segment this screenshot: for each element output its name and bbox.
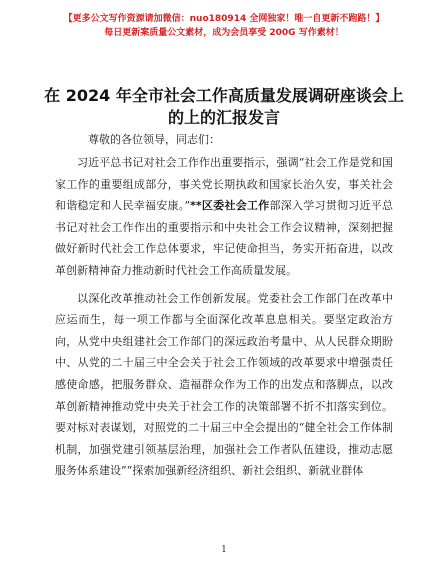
salutation: 尊敬的各位领导，同志们： bbox=[88, 133, 220, 146]
document-title: 在 2024 年全市社会工作高质量发展调研座谈会上的上的汇报发言 bbox=[44, 86, 404, 127]
paragraph-1-emphasis: **区委社会工作 bbox=[190, 199, 270, 213]
promo-banner-line-2: 每日更新案质量公文素材，成为会员享受 200G 写作素材！ bbox=[104, 28, 344, 38]
paragraph-1-text: 习近平总书记对社会工作作出重要指示，强调“社会工作是党和国家工作的重要组成部分，事关党长期执政和国家长治久安，事关社会和谐稳定和人民幸福安康。” bbox=[55, 156, 393, 213]
paragraph-2 bbox=[55, 288, 393, 482]
promo-banner bbox=[0, 12, 448, 40]
paragraph-2-text: 以深化改革推动社会工作创新发展。党委社会工作部门在改革中应运而生，每一项工作都与全面深化改革息息相关。要坚定政治方向，从党中央组建社会工作部门的深远政治考量中、从人民群众期盼中、从党的二十届三中全会关于社会工作领域的改革要求中增强责任感使命感，把服务群众、造福群众作为工作的出发点和落脚点，以改革创新精神推动党中央关于社会工作的决策部署不折不扣落实到位。要对标对表谋划，对照党的二十届三中全会提出的“健全社会工作体制机制，加强党建引领基层治理，加强社会工作者队伍建设，推动志愿服务体系建设”“探索加强新经济组织、新社会组织、新就业群体 bbox=[55, 291, 393, 478]
promo-banner-line-1: 【更多公文写作资源请加微信：nuo180914 全网独家！唯一自更新不跑路！】 bbox=[63, 14, 385, 24]
page-number: 1 bbox=[221, 545, 227, 555]
paragraph-1-text-continued: 部深入学习贯彻习近平总书记对社会工作作出的重要指示和中央社会工作会议精神，深刻把握做好新时代社会工作总体要求，牢记使命担当，务实开拓奋进，以改革创新精神奋力推动新时代社会工作高质量发展。 bbox=[55, 199, 393, 277]
document-body bbox=[55, 152, 393, 488]
paragraph-1 bbox=[55, 152, 393, 282]
